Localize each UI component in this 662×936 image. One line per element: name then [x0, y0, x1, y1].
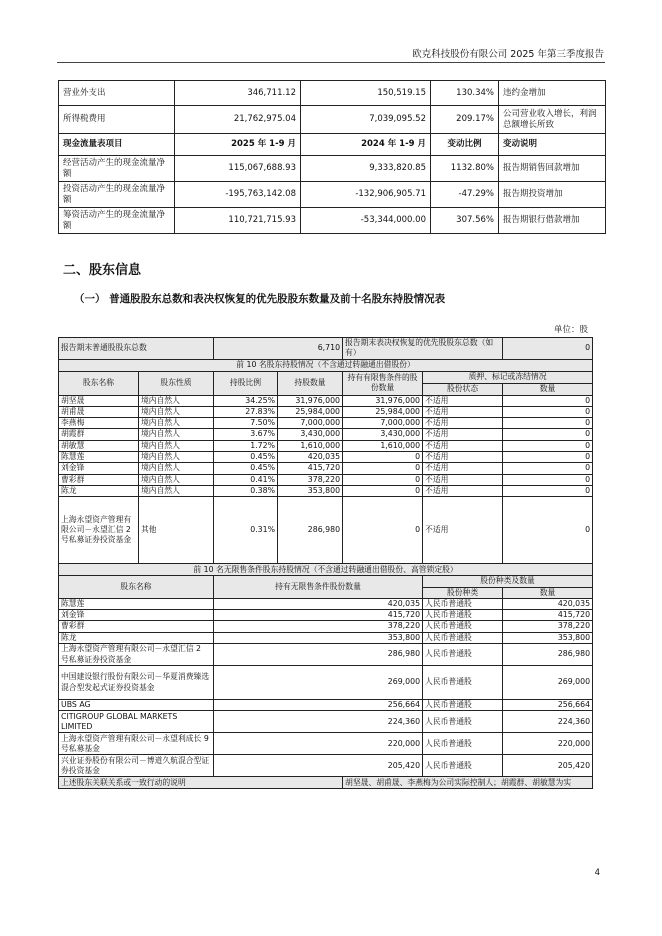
share-type: 人民币普通股	[423, 666, 503, 700]
restricted-quantity: 0	[343, 463, 423, 474]
unrestricted-quantity: 224,360	[214, 711, 423, 733]
shareholder-name: 陈龙	[59, 485, 139, 496]
shareholder-row	[59, 440, 593, 451]
unrestricted-row	[59, 598, 593, 609]
share-count: 378,220	[503, 621, 593, 632]
restricted-quantity: 1,610,000	[343, 440, 423, 451]
shareholding-quantity: 420,035	[278, 452, 343, 463]
share-count: 256,664	[503, 700, 593, 711]
header-cell: 股份种类	[423, 587, 503, 598]
cell-ratio: -47.29%	[431, 182, 499, 208]
restricted-quantity: 0	[343, 497, 423, 564]
shareholder-nature: 境内自然人	[139, 429, 214, 440]
share-type: 人民币普通股	[423, 621, 503, 632]
unrestricted-quantity: 256,664	[214, 700, 423, 711]
page-number: 4	[594, 868, 600, 878]
shareholder-name: 陈龙	[59, 632, 214, 643]
pledge-status: 不适用	[423, 452, 503, 463]
cell-value: -53,344,000.00	[301, 208, 431, 234]
shareholder-name: 上海永望资产管理有限公司－永望利成长 9 号私募基金	[59, 733, 214, 755]
total-shareholders-row	[59, 338, 593, 360]
share-count: 205,420	[503, 755, 593, 777]
shareholder-row	[59, 463, 593, 474]
cell-ratio: 130.34%	[431, 81, 499, 106]
shareholder-name: 刘金锋	[59, 610, 214, 621]
restricted-quantity: 3,430,000	[343, 429, 423, 440]
shareholder-name: 上海永望资产管理有限公司－永望汇信 2 号私募证券投资基金	[59, 644, 214, 666]
shareholding-quantity: 353,800	[278, 485, 343, 496]
share-type: 人民币普通股	[423, 700, 503, 711]
shareholder-name: 刘金锋	[59, 463, 139, 474]
cell-item: 经营活动产生的现金流量净额	[59, 156, 175, 182]
cell-ratio: 1132.80%	[431, 156, 499, 182]
table-header-row	[59, 576, 593, 587]
shareholder-nature: 其他	[139, 497, 214, 564]
header-cell: 股份状态	[423, 383, 503, 395]
pledge-count: 0	[503, 452, 593, 463]
shareholder-nature: 境内自然人	[139, 485, 214, 496]
shareholder-nature: 境内自然人	[139, 418, 214, 429]
shareholding-ratio: 7.50%	[214, 418, 278, 429]
share-count: 224,360	[503, 711, 593, 733]
pledge-status: 不适用	[423, 474, 503, 485]
pledge-status: 不适用	[423, 463, 503, 474]
shareholder-nature: 境内自然人	[139, 395, 214, 406]
unrestricted-row	[59, 711, 593, 733]
cell-value: 21,762,975.04	[175, 106, 301, 134]
shareholder-nature: 境内自然人	[139, 463, 214, 474]
unrestricted-quantity: 415,720	[214, 610, 423, 621]
header-divider	[57, 62, 605, 63]
header-cell: 变动说明	[499, 134, 606, 156]
cell-item: 营业外支出	[59, 81, 175, 106]
header-cell: 持股数量	[278, 371, 343, 395]
section-row	[59, 564, 593, 576]
shareholding-ratio: 0.45%	[214, 463, 278, 474]
total-value: 6,710	[214, 338, 343, 360]
shareholder-name: 兴业证券股份有限公司－博道久航混合型证券投资基金	[59, 755, 214, 777]
unrestricted-row	[59, 632, 593, 643]
cell-item: 投资活动产生的现金流量净额	[59, 182, 175, 208]
share-type: 人民币普通股	[423, 711, 503, 733]
shareholder-name: 陈慧莲	[59, 598, 214, 609]
share-type: 人民币普通股	[423, 632, 503, 643]
unrestricted-row	[59, 733, 593, 755]
cell-value: -195,763,142.08	[175, 182, 301, 208]
unit-label: 单位：股	[553, 325, 588, 335]
cell-reason: 报告期投资增加	[499, 182, 606, 208]
shareholder-row	[59, 429, 593, 440]
shareholding-quantity: 1,610,000	[278, 440, 343, 451]
subsection-title: （一） 普通股股东总数和表决权恢复的优先股股东数量及前十名股东持股情况表	[74, 293, 446, 305]
cash-flow-table	[58, 80, 606, 234]
shareholding-ratio: 3.67%	[214, 429, 278, 440]
share-type: 人民币普通股	[423, 644, 503, 666]
cell-reason: 报告期销售回款增加	[499, 156, 606, 182]
table-row	[59, 156, 606, 182]
cell-value: 7,039,095.52	[301, 106, 431, 134]
share-type: 人民币普通股	[423, 733, 503, 755]
pledge-status: 不适用	[423, 395, 503, 406]
unrestricted-quantity: 420,035	[214, 598, 423, 609]
shareholder-name: CITIGROUP GLOBAL MARKETS LIMITED	[59, 711, 214, 733]
pledge-status: 不适用	[423, 497, 503, 564]
pledge-status: 不适用	[423, 406, 503, 417]
table-header-row	[59, 134, 606, 156]
unrestricted-row	[59, 666, 593, 700]
unrestricted-quantity: 269,000	[214, 666, 423, 700]
shareholder-row	[59, 497, 593, 564]
shareholding-ratio: 0.41%	[214, 474, 278, 485]
restricted-quantity: 7,000,000	[343, 418, 423, 429]
cell-value: 150,519.15	[301, 81, 431, 106]
shareholding-quantity: 31,976,000	[278, 395, 343, 406]
header-cell: 变动比例	[431, 134, 499, 156]
table-row	[59, 182, 606, 208]
restricted-quantity: 0	[343, 474, 423, 485]
unrestricted-quantity: 220,000	[214, 733, 423, 755]
cell-item: 筹资活动产生的现金流量净额	[59, 208, 175, 234]
section-title: 二、股东信息	[63, 263, 142, 278]
header-cell: 股东性质	[139, 371, 214, 395]
header-cell: 持有有限售条件的股份数量	[343, 371, 423, 395]
pledge-count: 0	[503, 474, 593, 485]
shareholder-name: 胡霞群	[59, 429, 139, 440]
pledge-count: 0	[503, 406, 593, 417]
cell-value: 9,333,820.85	[301, 156, 431, 182]
shareholding-quantity: 25,984,000	[278, 406, 343, 417]
pledge-count: 0	[503, 463, 593, 474]
restricted-quantity: 0	[343, 485, 423, 496]
table-row	[59, 106, 606, 134]
shareholder-name: 李燕梅	[59, 418, 139, 429]
shareholding-quantity: 7,000,000	[278, 418, 343, 429]
shareholder-name: UBS AG	[59, 700, 214, 711]
share-count: 286,980	[503, 644, 593, 666]
shareholder-name: 上海永望资产管理有限公司－永望汇信 2 号私募证券投资基金	[59, 497, 139, 564]
shareholding-ratio: 27.83%	[214, 406, 278, 417]
shareholder-name: 曹彩群	[59, 474, 139, 485]
header-cell: 持有无限售条件股份数量	[214, 576, 423, 599]
unrestricted-quantity: 286,980	[214, 644, 423, 666]
shareholder-row	[59, 406, 593, 417]
section-row	[59, 359, 593, 371]
unrestricted-title: 前 10 名无限售条件股东持股情况（不含通过转融通出借股份、高管锁定股）	[59, 564, 593, 576]
pledge-status: 不适用	[423, 440, 503, 451]
shareholder-name: 胡敏慧	[59, 440, 139, 451]
shareholder-name: 胡坚晟	[59, 395, 139, 406]
unrestricted-row	[59, 755, 593, 777]
header-cell: 2024 年 1-9 月	[301, 134, 431, 156]
shareholder-row	[59, 395, 593, 406]
share-type: 人民币普通股	[423, 598, 503, 609]
share-count: 420,035	[503, 598, 593, 609]
restricted-quantity: 0	[343, 452, 423, 463]
pledge-status: 不适用	[423, 418, 503, 429]
restricted-quantity: 25,984,000	[343, 406, 423, 417]
cell-value: 110,721,715.93	[175, 208, 301, 234]
header-cell: 股份种类及数量	[423, 576, 593, 587]
shareholder-name: 胡甫晟	[59, 406, 139, 417]
unrestricted-row	[59, 610, 593, 621]
unrestricted-row	[59, 621, 593, 632]
pledge-count: 0	[503, 485, 593, 496]
header-cell: 质押、标记或冻结情况	[423, 371, 593, 383]
total-label: 报告期末普通股股东总数	[59, 338, 214, 360]
unrestricted-quantity: 353,800	[214, 632, 423, 643]
related-value: 胡坚晟、胡甫晟、李燕梅为公司实际控制人；胡霞群、胡敏慧为实	[343, 777, 593, 789]
table-header-row	[59, 371, 593, 383]
cell-reason: 违约金增加	[499, 81, 606, 106]
shareholding-ratio: 34.25%	[214, 395, 278, 406]
shareholder-nature: 境内自然人	[139, 452, 214, 463]
shareholder-row	[59, 485, 593, 496]
pref-label: 报告期末表决权恢复的优先股股东总数（如有）	[343, 338, 503, 360]
table-row	[59, 81, 606, 106]
header-cell: 股东名称	[59, 371, 139, 395]
shareholding-ratio: 0.38%	[214, 485, 278, 496]
header-cell: 现金流量表项目	[59, 134, 175, 156]
cell-ratio: 307.56%	[431, 208, 499, 234]
pledge-count: 0	[503, 429, 593, 440]
pledge-count: 0	[503, 395, 593, 406]
shareholder-row	[59, 474, 593, 485]
header-cell: 股东名称	[59, 576, 214, 599]
cell-reason: 公司营业收入增长，利润总额增长所致	[499, 106, 606, 134]
shareholder-name: 曹彩群	[59, 621, 214, 632]
header-cell: 数量	[503, 587, 593, 598]
pledge-count: 0	[503, 440, 593, 451]
share-type: 人民币普通股	[423, 610, 503, 621]
cell-value: 115,067,688.93	[175, 156, 301, 182]
pledge-count: 0	[503, 418, 593, 429]
shareholding-ratio: 0.45%	[214, 452, 278, 463]
shareholder-name: 陈慧莲	[59, 452, 139, 463]
pledge-status: 不适用	[423, 429, 503, 440]
header-cell: 2025 年 1-9 月	[175, 134, 301, 156]
shareholders-table	[58, 337, 593, 789]
shareholder-row	[59, 418, 593, 429]
share-count: 269,000	[503, 666, 593, 700]
related-label: 上述股东关联关系或一致行动的说明	[59, 777, 343, 789]
header-cell: 持股比例	[214, 371, 278, 395]
pref-value: 0	[503, 338, 593, 360]
cell-ratio: 209.17%	[431, 106, 499, 134]
unrestricted-row	[59, 644, 593, 666]
header-cell: 数量	[503, 383, 593, 395]
shareholding-ratio: 0.31%	[214, 497, 278, 564]
cell-item: 所得税费用	[59, 106, 175, 134]
shareholding-ratio: 1.72%	[214, 440, 278, 451]
unrestricted-row	[59, 700, 593, 711]
cell-value: 346,711.12	[175, 81, 301, 106]
unrestricted-quantity: 378,220	[214, 621, 423, 632]
share-count: 353,800	[503, 632, 593, 643]
top10-title: 前 10 名股东持股情况（不含通过转融通出借股份）	[59, 359, 593, 371]
related-row	[59, 777, 593, 789]
table-row	[59, 208, 606, 234]
shareholding-quantity: 415,720	[278, 463, 343, 474]
report-header: 欧克科技股份有限公司 2025 年第三季度报告	[412, 49, 604, 60]
share-count: 415,720	[503, 610, 593, 621]
share-type: 人民币普通股	[423, 755, 503, 777]
shareholder-nature: 境内自然人	[139, 406, 214, 417]
restricted-quantity: 31,976,000	[343, 395, 423, 406]
shareholding-quantity: 378,220	[278, 474, 343, 485]
shareholder-nature: 境内自然人	[139, 474, 214, 485]
shareholder-row	[59, 452, 593, 463]
cell-reason: 报告期银行借款增加	[499, 208, 606, 234]
shareholding-quantity: 286,980	[278, 497, 343, 564]
shareholding-quantity: 3,430,000	[278, 429, 343, 440]
cell-value: -132,906,905.71	[301, 182, 431, 208]
unrestricted-quantity: 205,420	[214, 755, 423, 777]
pledge-status: 不适用	[423, 485, 503, 496]
share-count: 220,000	[503, 733, 593, 755]
pledge-count: 0	[503, 497, 593, 564]
shareholder-name: 中国建设银行股份有限公司－华夏消费臻选混合型发起式证券投资基金	[59, 666, 214, 700]
shareholder-nature: 境内自然人	[139, 440, 214, 451]
